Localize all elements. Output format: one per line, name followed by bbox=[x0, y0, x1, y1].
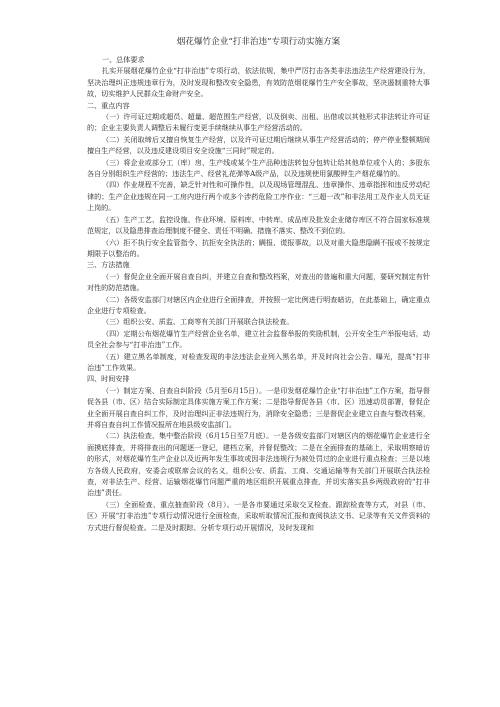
section-heading: 一、总体要求 bbox=[102, 55, 145, 64]
paragraph: （六）拒不执行安全监管指令、抗拒安全执法的；瞒报、谎报事故，以及对重大隐患隐瞒不报或不按规定期限予以整治的。 bbox=[87, 237, 430, 258]
paragraph: （一）督促企业全面开展自查自纠，并建立自查和整改档案，对查出的普遍和重大问题，要研究制定有针对性的防范措施。 bbox=[87, 271, 430, 293]
paragraph: （五）生产工艺、监控设施、作业环境、原料库、中转库、成品库及批发企业储存库区不符合国家标准规范规定，以及隐患排查治理制度不健全、责任不明确、措施不落实、整改不到位的。 bbox=[87, 214, 430, 236]
paragraph: （三）组织公安、质监、工商等有关部门开展联合执法检查。 bbox=[102, 317, 294, 327]
paragraph: （一）许可证过期或超员、超量、超范围生产经营，以及倒卖、出租、出借或以其他形式非法转让许可证的；企业主要负责人调整后未履行变更手续继续从事生产经营活动的。 bbox=[87, 112, 430, 133]
paragraph: （四）定期公布烟花爆竹生产经营企业名单，建立社会监督举报的奖励机制，公开安全生产举报电话，动员全社会参与“打非治违”工作。 bbox=[87, 328, 430, 350]
document-title: 烟花爆竹企业“打非治违”专项行动实施方案 bbox=[176, 37, 341, 47]
paragraph: （三）将企业或部分工（库）房、生产线或某个生产品种违法转包分包转让给其他单位或个人的；多股东各自分别组织生产经营的；违法生产、经营礼花弹等A级产品，以及违规使用氯酸钾生产烟花爆竹的。 bbox=[87, 157, 430, 179]
paragraph: （四）作业规程不完善，缺乏针对性和可操作性，以及现场管理混乱、违章操作、违章指挥和违反劳动纪律的；生产企业违规在同一工房内进行两个或多个涉药危险工序作业：“三超一改”和非法用工及作业人员无证上岗的。 bbox=[87, 180, 430, 213]
section-heading: 四、时间安排 bbox=[87, 374, 130, 384]
paragraph: （二）各级安监部门对辖区内企业进行全面排查，并按照一定比例进行明查暗访，在此基础上，确定重点企业进行专项检查。 bbox=[87, 294, 430, 315]
document-body bbox=[87, 54, 430, 533]
paragraph: （二）关闭取缔后又擅自恢复生产经营，以及许可证过期后继续从事生产经营活动的；停产停业整顿期间擅自生产经营，以及违反建设项目安全设施“三同时”规定的。 bbox=[87, 134, 430, 156]
paragraph: （一）制定方案、自查自纠阶段（5月至6月15日）。一是印发烟花爆竹企业“打非治违”工作方案，指导督促各县（市、区）结合实际制定具体实施方案工作方案；二是指导督促各县（市、区）迅速动员部署，督促企业全面开展自查自纠工作，及时治理纠正非法违规行为，消除安全隐患；三是督促企业建立自查与整改档案，并将自查自纠工作情况报所在地县级安监部门。 bbox=[87, 385, 430, 429]
paragraph: 扎实开展烟花爆竹企业“打非治违”专项行动，依法依规，集中严厉打击各类非法违法生产经营建设行为，坚决治理纠正违规违章行为，及时发现和整改安全隐患，有效防范烟花爆竹生产安全事故，坚决遏制重特大事故，切实维护人民群众生命财产安全。 bbox=[87, 66, 430, 99]
section-heading: 三、方法措施 bbox=[87, 260, 130, 270]
paragraph: （三）全面检查、重点抽查阶段（8月）。一是各市要通过采取交叉检查、跟踪检查等方式，对县（市、区）开展“打非治违”专项行动情况进行全面检查，采取听取情况汇报和查阅执法文书、记录等有关文件资料的方式进行督促检查。二是及时跟踪、分析专项行动开展情况，及时发现和 bbox=[87, 499, 430, 532]
section-heading: 二、重点内容 bbox=[87, 100, 130, 110]
paragraph: （二）执法检查、集中整治阶段（6月15日至7月底）。一是各级安监部门对辖区内的烟花爆竹企业进行全面摸底排查，并将排查出的问题逐一登记，建档立案，并督促整改；二是在全面排查的基础上，采取明察暗访的形式，对烟花爆竹生产企业以及近两年发生事故或因非法违规行为被处罚过的企业进行重点检查；三是以地方各级人民政府，安委会或联席会议的名义，组织公安、质监、工商、交通运输等有关部门开展联合执法检查，对非法生产、经营、运输烟花爆竹问题严重的地区组织开展重点排查，并切实落实县乡两级政府的“打非治违”责任。 bbox=[87, 431, 430, 498]
paragraph: （五）建立黑名单制度，对检查发现的非法违法企业列入黑名单，并及时向社会公告、曝光，提高“打非治违”工作效果。 bbox=[87, 351, 430, 372]
